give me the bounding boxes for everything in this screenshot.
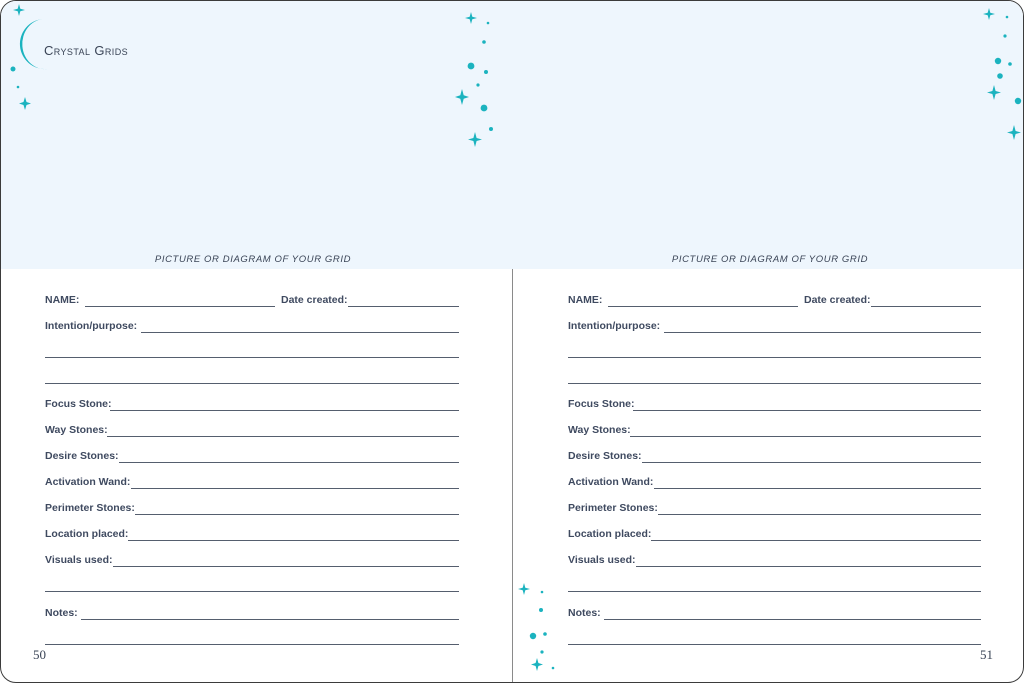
activation-wand-label: Activation Wand:: [45, 476, 131, 488]
perimeter-stones-label: Perimeter Stones:: [568, 502, 658, 514]
intention-label: Intention/purpose:: [568, 320, 661, 332]
focus-stone-line: [110, 410, 459, 411]
intention-line: [664, 332, 981, 333]
page-number: 51: [980, 647, 993, 662]
right-page: [512, 1, 1023, 682]
notes-line: [81, 619, 459, 620]
desire-stones-line: [119, 462, 459, 463]
location-placed-field[interactable]: [45, 527, 459, 541]
intention-extra-line[interactable]: [568, 357, 981, 358]
notes-label: Notes:: [45, 607, 78, 619]
date-created-field[interactable]: [281, 293, 459, 307]
desire-stones-label: Desire Stones:: [45, 450, 119, 462]
date-created-line: [871, 306, 981, 307]
perimeter-stones-label: Perimeter Stones:: [45, 502, 135, 514]
left-page: [1, 1, 512, 682]
crescent-moon-icon: [20, 19, 47, 69]
focus-stone-label: Focus Stone:: [45, 398, 112, 410]
activation-wand-field[interactable]: [568, 475, 981, 489]
desire-stones-field[interactable]: [568, 449, 981, 463]
perimeter-stones-field[interactable]: [568, 501, 981, 515]
perimeter-stones-line: [658, 514, 981, 515]
intention-label: Intention/purpose:: [45, 320, 138, 332]
diagram-caption: PICTURE OR DIAGRAM OF YOUR GRID: [671, 254, 869, 265]
activation-wand-label: Activation Wand:: [568, 476, 654, 488]
name-field[interactable]: [45, 293, 275, 307]
notes-field[interactable]: [45, 606, 459, 620]
focus-stone-field[interactable]: [568, 397, 981, 411]
desire-stones-field[interactable]: [45, 449, 459, 463]
location-placed-field[interactable]: [568, 527, 981, 541]
visuals-used-label: Visuals used:: [45, 554, 113, 566]
dot-icon: [11, 22, 494, 131]
location-placed-label: Location placed:: [45, 528, 129, 540]
visuals-extra-line[interactable]: [45, 591, 459, 592]
notes-extra-line[interactable]: [45, 644, 459, 645]
activation-wand-field[interactable]: [45, 475, 459, 489]
visuals-used-field[interactable]: [45, 553, 459, 567]
way-stones-label: Way Stones:: [568, 424, 631, 436]
location-placed-label: Location placed:: [568, 528, 652, 540]
name-label: NAME:: [45, 294, 80, 306]
location-placed-line: [651, 540, 981, 541]
name-field[interactable]: [568, 293, 798, 307]
desire-stones-line: [642, 462, 981, 463]
dot-icon: [530, 16, 1021, 670]
page-number: 50: [33, 647, 46, 662]
date-created-line: [348, 306, 459, 307]
date-created-label: Date created:: [281, 294, 348, 306]
way-stones-line: [630, 436, 981, 437]
intention-line: [141, 332, 459, 333]
visuals-used-label: Visuals used:: [568, 554, 636, 566]
way-stones-field[interactable]: [45, 423, 459, 437]
intention-extra-line[interactable]: [568, 383, 981, 384]
date-created-field[interactable]: [804, 293, 981, 307]
notes-extra-line[interactable]: [568, 644, 981, 645]
location-placed-line: [128, 540, 459, 541]
sparkle-star-icon: [518, 8, 1021, 671]
section-title: Crystal Grids: [44, 43, 128, 58]
diagram-caption: PICTURE OR DIAGRAM OF YOUR GRID: [154, 254, 352, 265]
name-line: [608, 306, 798, 307]
sparkle-star-icon: [13, 4, 482, 147]
right-decorations: [512, 1, 1023, 682]
left-decorations: [1, 1, 512, 161]
intention-extra-line[interactable]: [45, 383, 459, 384]
desire-stones-label: Desire Stones:: [568, 450, 642, 462]
name-line: [85, 306, 275, 307]
visuals-used-field[interactable]: [568, 553, 981, 567]
focus-stone-field[interactable]: [45, 397, 459, 411]
focus-stone-label: Focus Stone:: [568, 398, 635, 410]
intention-field[interactable]: [45, 319, 459, 333]
visuals-used-line: [636, 566, 981, 567]
activation-wand-line: [131, 488, 459, 489]
way-stones-label: Way Stones:: [45, 424, 108, 436]
visuals-used-line: [113, 566, 459, 567]
way-stones-line: [107, 436, 459, 437]
perimeter-stones-field[interactable]: [45, 501, 459, 515]
date-created-label: Date created:: [804, 294, 871, 306]
notes-label: Notes:: [568, 607, 601, 619]
perimeter-stones-line: [135, 514, 459, 515]
intention-extra-line[interactable]: [45, 357, 459, 358]
way-stones-field[interactable]: [568, 423, 981, 437]
notes-line: [604, 619, 981, 620]
name-label: NAME:: [568, 294, 603, 306]
notes-field[interactable]: [568, 606, 981, 620]
visuals-extra-line[interactable]: [568, 591, 981, 592]
activation-wand-line: [654, 488, 981, 489]
focus-stone-line: [633, 410, 981, 411]
intention-field[interactable]: [568, 319, 981, 333]
